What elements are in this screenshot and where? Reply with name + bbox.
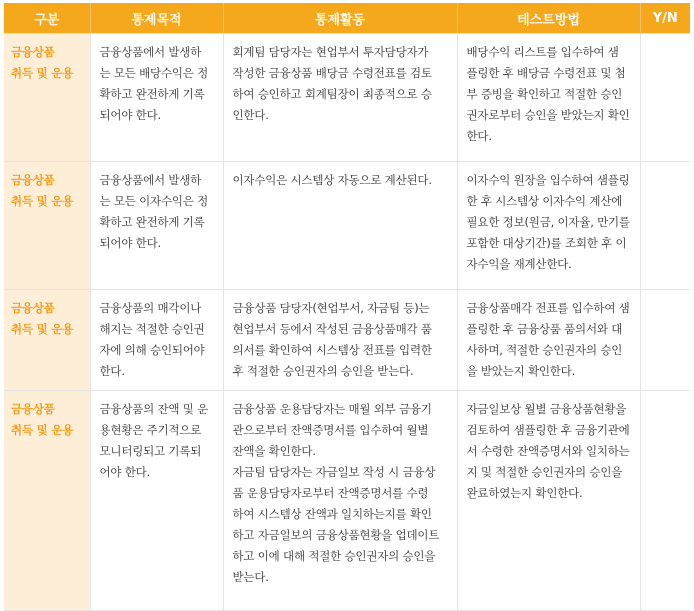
test-cell	[457, 162, 640, 290]
category-line: 금융상품	[11, 402, 55, 416]
text-line: 금융상품 운용담당자는 매월 외부 금융기	[232, 402, 432, 416]
text-line: 이자수익은 시스템상 자동으로 계산된다.	[232, 173, 432, 187]
header-yn: Y/N	[640, 3, 690, 34]
header-objective: 통제목적	[90, 3, 223, 34]
text-line: 품 운용담당자로부터 잔액증명서를 수령	[232, 486, 429, 500]
table-row	[4, 162, 690, 290]
header-test: 테스트방법	[457, 3, 640, 34]
yn-cell[interactable]	[640, 290, 690, 391]
text-line: 의서를 확인하여 시스템상 전표를 입력한	[232, 343, 432, 357]
text-line: 작성한 금융상품 배당금 수령전표를 검토	[232, 66, 432, 80]
activity-cell	[223, 290, 457, 391]
text-line: 인한다.	[232, 108, 269, 122]
text-line: 플링한 후 금융상품 품의서와 대	[466, 322, 623, 336]
test-cell	[457, 34, 640, 162]
text-line: 금융상품에서 발생하	[99, 45, 202, 59]
category-line: 금융상품	[11, 173, 55, 187]
category-cell	[4, 162, 90, 290]
text-line: 권자로부터 승인을 받았는지 확인	[466, 108, 630, 122]
text-line: 모니터링되고 기록되	[99, 444, 202, 458]
text-line: 이자수익 원장을 입수하여 샘플링	[466, 173, 630, 187]
activity-cell	[223, 162, 457, 290]
table-row	[4, 391, 690, 611]
objective-cell	[90, 34, 223, 162]
category-cell	[4, 391, 90, 611]
text-line: 후 적절한 승인권자의 승인을 받는다.	[232, 364, 414, 378]
text-line: 되어야 한다.	[99, 108, 161, 122]
text-line: 을 받았는지 확인한다.	[466, 364, 576, 378]
objective-cell	[90, 290, 223, 391]
text-line: 하여 시스템상 잔액과 일치하는지를 확인	[232, 507, 432, 521]
text-line: 어야 한다.	[99, 465, 151, 479]
text-line: 한 후 시스템상 이자수익 계산에	[466, 194, 623, 208]
text-line: 한다.	[99, 364, 125, 378]
text-line: 확하고 완전하게 기록	[99, 87, 205, 101]
activity-cell	[223, 34, 457, 162]
text-line: 서 수령한 잔액증명서와 일치하는	[466, 444, 630, 458]
text-line: 되어야 한다.	[99, 236, 161, 250]
category-line: 금융상품	[11, 45, 55, 59]
category-cell	[4, 34, 90, 162]
text-line: 확하고 완전하게 기록	[99, 215, 205, 229]
activity-cell	[223, 391, 457, 611]
objective-cell	[90, 391, 223, 611]
text-line: 는 모든 이자수익은 정	[99, 194, 209, 208]
text-line: 금융상품의 잔액 및 운	[99, 402, 209, 416]
text-line: 용현황은 주기적으로	[99, 423, 202, 437]
text-line: 완료하였는지 확인한다.	[466, 486, 583, 500]
category-line: 취득 및 운용	[11, 322, 74, 336]
text-line: 자수익을 재계산한다.	[466, 257, 572, 271]
text-line: 받는다.	[232, 570, 269, 584]
category-line: 금융상품	[11, 301, 55, 315]
text-line: 현업부서 등에서 작성된 금융상품매각 품	[232, 322, 432, 336]
control-table	[4, 3, 690, 611]
text-line: 금융상품의 매각이나	[99, 301, 202, 315]
text-line: 회계팀 담당자는 현업부서 투자담당자가	[232, 45, 429, 59]
header-activity: 통제활동	[223, 3, 457, 34]
text-line: 금융상품 담당자(현업부서, 자금팀 등)는	[232, 301, 430, 315]
text-line: 부 증빙을 확인하고 적절한 승인	[466, 87, 623, 101]
text-line: 잔액을 확인한다.	[232, 444, 316, 458]
header-row	[4, 3, 690, 34]
text-line: 해지는 적절한 승인권	[99, 322, 205, 336]
text-line: 하고 이에 대해 적절한 승인권자의 승인을	[232, 549, 436, 563]
text-line: 포함한 대상기간)를 조회한 후 이	[466, 236, 627, 250]
text-line: 하여 승인하고 회계팀장이 최종적으로 승	[232, 87, 432, 101]
table-row	[4, 290, 690, 391]
header-category: 구분	[4, 3, 90, 34]
category-line: 취득 및 운용	[11, 66, 74, 80]
category-line: 취득 및 운용	[11, 423, 74, 437]
text-line: 금융상품에서 발생하	[99, 173, 202, 187]
yn-cell[interactable]	[640, 34, 690, 162]
text-line: 관으로부터 잔액증명서를 입수하여 월별	[232, 423, 429, 437]
text-line: 지 및 적절한 승인권자의 승인을	[466, 465, 623, 479]
text-line: 플링한 후 배당금 수령전표 및 첨	[466, 66, 626, 80]
text-line: 금융상품매각 전표를 입수하여 샘	[466, 301, 630, 315]
yn-cell[interactable]	[640, 391, 690, 611]
category-line: 취득 및 운용	[11, 194, 74, 208]
text-line: 검토하여 샘플링한 후 금융기관에	[466, 423, 630, 437]
text-line: 자금팀 담당자는 자금일보 작성 시 금융상	[232, 465, 436, 479]
yn-cell[interactable]	[640, 162, 690, 290]
test-cell	[457, 391, 640, 611]
text-line: 자금일보상 월별 금융상품현황을	[466, 402, 627, 416]
table-row	[4, 34, 690, 162]
text-line: 배당수익 리스트를 입수하여 샘	[466, 45, 619, 59]
category-cell	[4, 290, 90, 391]
objective-cell	[90, 162, 223, 290]
text-line: 사하며, 적절한 승인권자의 승인	[466, 343, 623, 357]
text-line: 는 모든 배당수익은 정	[99, 66, 209, 80]
test-cell	[457, 290, 640, 391]
text-line: 한다.	[466, 129, 492, 143]
text-line: 필요한 정보(원금, 이자율, 만기를	[466, 215, 630, 229]
text-line: 하고 자금일보의 금융상품현황을 업데이트	[232, 528, 440, 542]
text-line: 자에 의해 승인되어야	[99, 343, 205, 357]
